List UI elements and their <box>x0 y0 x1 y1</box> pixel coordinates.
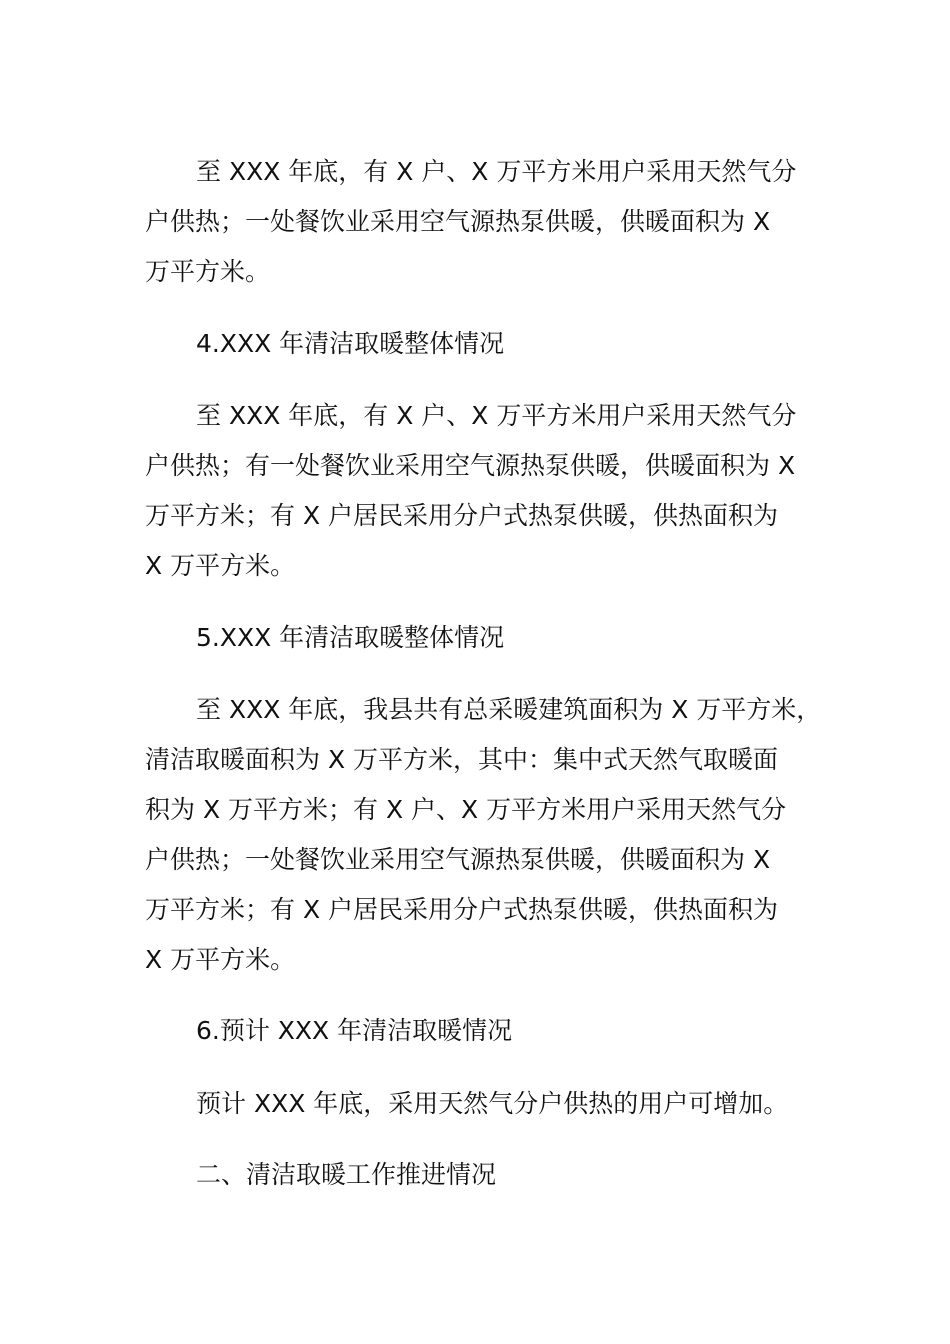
paragraph-2-line-2: 户供热；有一处餐饮业采用空气源热泵供暖，供暖面积为 X <box>145 451 796 480</box>
heading-5: 5.XXX 年清洁取暖整体情况 <box>196 623 505 652</box>
paragraph-1-line-3: 万平方米。 <box>145 257 271 286</box>
paragraph-3-line-4: 户供热；一处餐饮业采用空气源热泵供暖，供暖面积为 X <box>145 845 771 874</box>
paragraph-3-line-1: 至 XXX 年底，我县共有总采暖建筑面积为 X 万平方米， <box>196 695 822 724</box>
heading-4: 4.XXX 年清洁取暖整体情况 <box>196 329 505 358</box>
paragraph-3-line-6: X 万平方米。 <box>145 945 296 974</box>
paragraph-2-line-4: X 万平方米。 <box>145 551 296 580</box>
paragraph-4-line-1: 预计 XXX 年底，采用天然气分户供热的用户可增加。 <box>196 1089 789 1118</box>
paragraph-3-line-3: 积为 X 万平方米；有 X 户、X 万平方米用户采用天然气分 <box>145 795 787 824</box>
paragraph-1-line-1: 至 XXX 年底，有 X 户、X 万平方米用户采用天然气分 <box>196 157 797 186</box>
paragraph-1-line-2: 户供热；一处餐饮业采用空气源热泵供暖，供暖面积为 X <box>145 207 771 236</box>
section-heading-2: 二、清洁取暖工作推进情况 <box>196 1160 497 1189</box>
paragraph-3-line-2: 清洁取暖面积为 X 万平方米，其中：集中式天然气取暖面 <box>145 745 779 774</box>
paragraph-3-line-5: 万平方米；有 X 户居民采用分户式热泵供暖，供热面积为 <box>145 895 779 924</box>
heading-6: 6.预计 XXX 年清洁取暖情况 <box>196 1016 513 1045</box>
paragraph-2-line-1: 至 XXX 年底，有 X 户、X 万平方米用户采用天然气分 <box>196 401 797 430</box>
paragraph-2-line-3: 万平方米；有 X 户居民采用分户式热泵供暖，供热面积为 <box>145 501 779 530</box>
